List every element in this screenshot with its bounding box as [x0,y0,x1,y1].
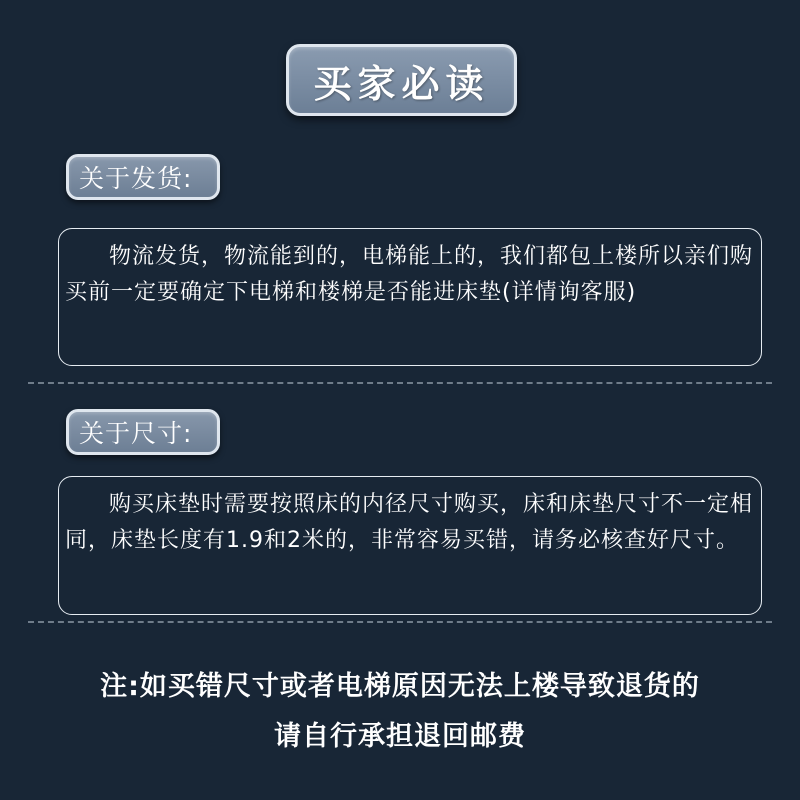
divider-1 [28,382,772,384]
return-note-line-1: 注:如买错尺寸或者电梯原因无法上楼导致退货的 [100,671,700,702]
size-info-box [58,476,762,615]
section-label-shipping-text: 关于发货: [79,164,193,193]
section-label-size-text: 关于尺寸: [79,419,193,448]
page-title: 买家必读 [313,61,490,106]
section-label-size [66,409,220,455]
shipping-info-box [58,228,762,366]
page-title-badge [286,44,517,116]
return-note-line-2: 请自行承担退回邮费 [274,721,526,752]
shipping-info-text: 物流发货，物流能到的，电梯能上的，我们都包上楼所以亲们购买前一定要确定下电梯和楼梯是否能进床垫(详情询客服) [65,244,754,305]
section-label-shipping [66,154,220,200]
size-info-text: 购买床垫时需要按照床的内径尺寸购买，床和床垫尺寸不一定相同，床垫长度有1.9和2米的，非常容易买错，请务必核查好尺寸。 [65,492,754,553]
divider-2 [28,621,772,623]
